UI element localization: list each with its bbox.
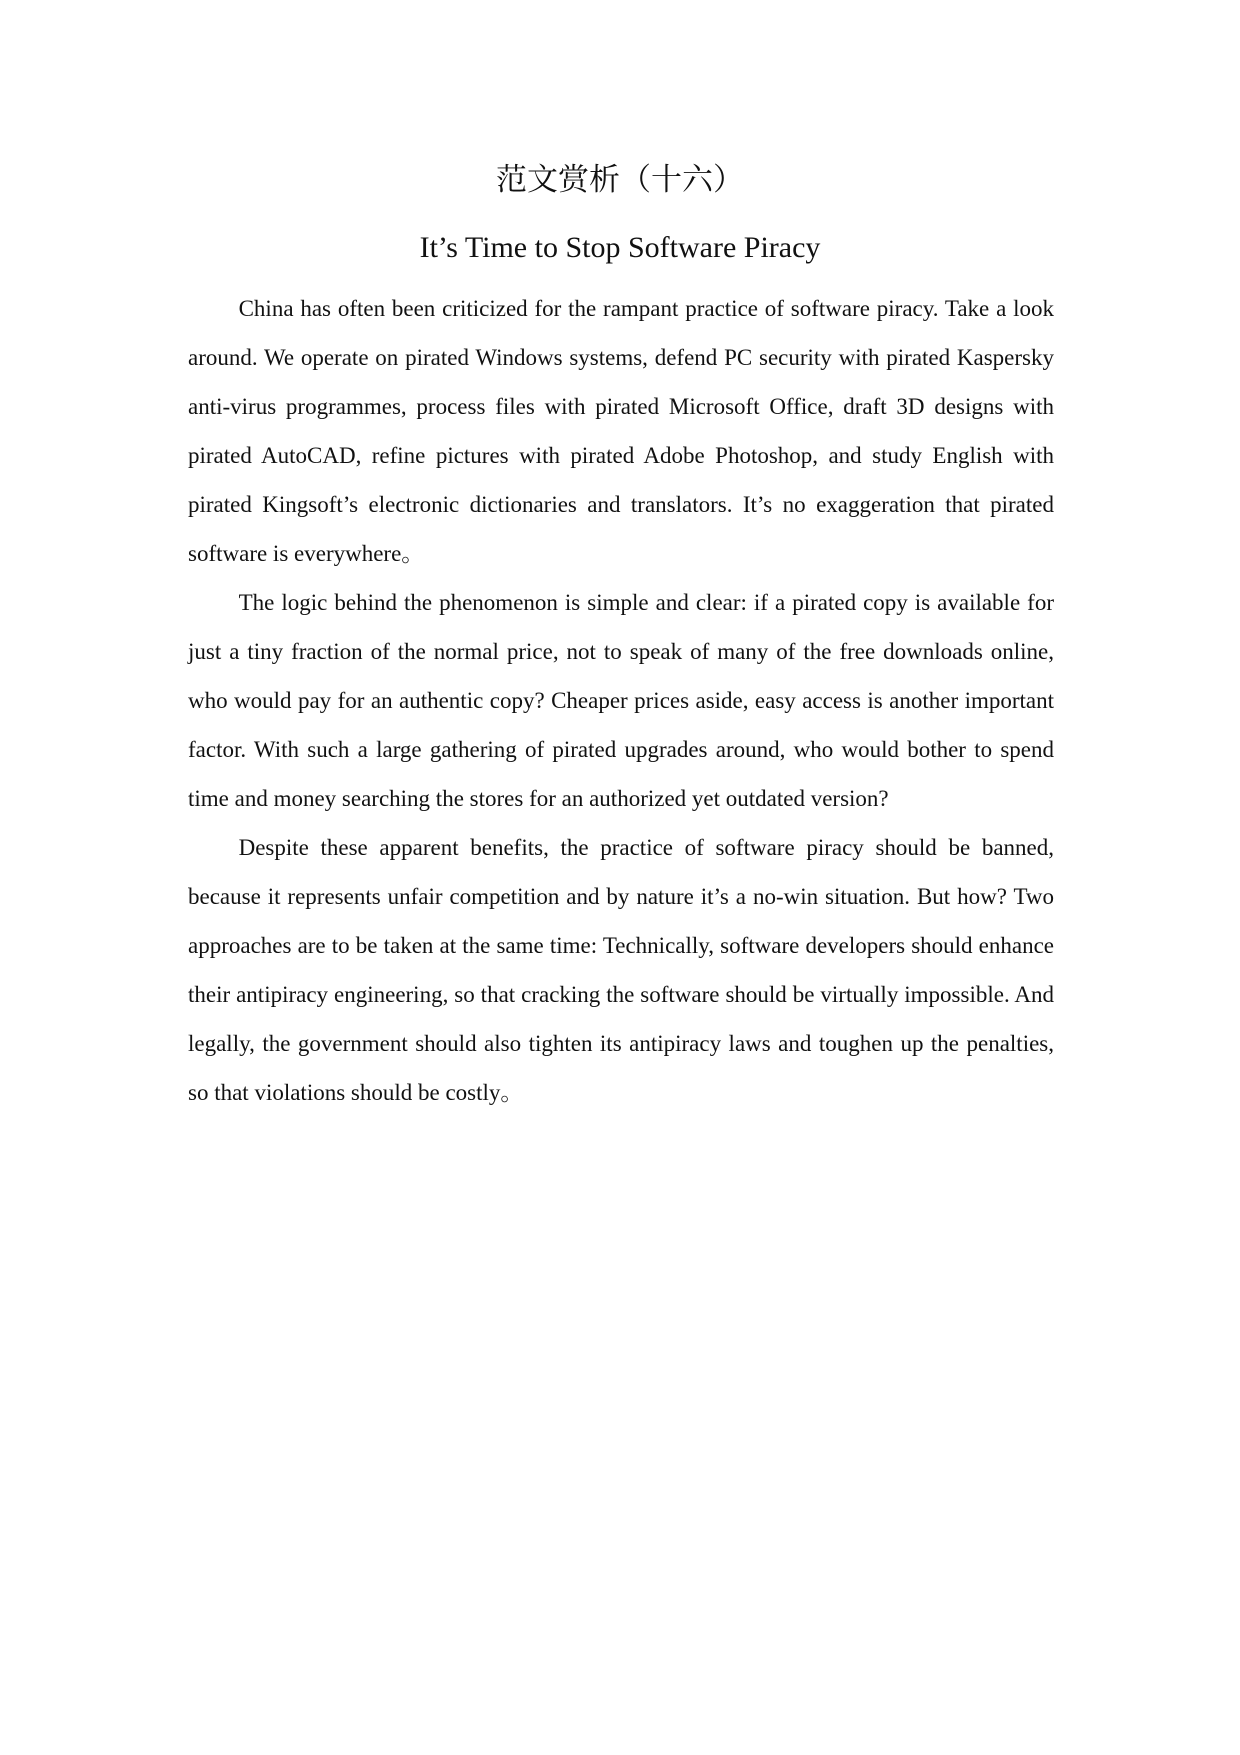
paragraph-1: China has often been criticized for the rampant practice of software piracy. Take a look around. We operate on pirated Windows systems, defend PC security with pirated Kaspersky anti-virus programmes, process files with pirated Microsoft Office, draft 3D designs with pirated AutoCAD, refine pictures with pirated Adobe Photoshop, and study English with pirated Kingsoft’s electronic dictionaries and translators. It’s no exaggeration that pirated software is everywhere。 (188, 296, 1054, 566)
essay-body (188, 284, 1054, 1117)
page-title-chinese: 范文赏析（十六） (496, 162, 744, 198)
paragraph-3: Despite these apparent benefits, the practice of software piracy should be banned, because it represents unfair competition and by nature it’s a no-win situation. But how? Two approaches are to be taken at the same time: Technically, software developers should enhance their antipiracy engineering, so that cracking the software should be virtually impossible. And legally, the government should also tighten its antipiracy laws and toughen up the penalties, so that violations should be costly。 (188, 835, 1054, 1105)
essay-title: It’s Time to Stop Software Piracy (419, 231, 821, 264)
paragraph-2: The logic behind the phenomenon is simple and clear: if a pirated copy is available for just a tiny fraction of the normal price, not to speak of many of the free downloads online, who would pay for an authentic copy? Cheaper prices aside, easy access is another important factor. With such a large gathering of pirated upgrades around, who would bother to spend time and money searching the stores for an authorized yet outdated version? (188, 590, 1054, 811)
